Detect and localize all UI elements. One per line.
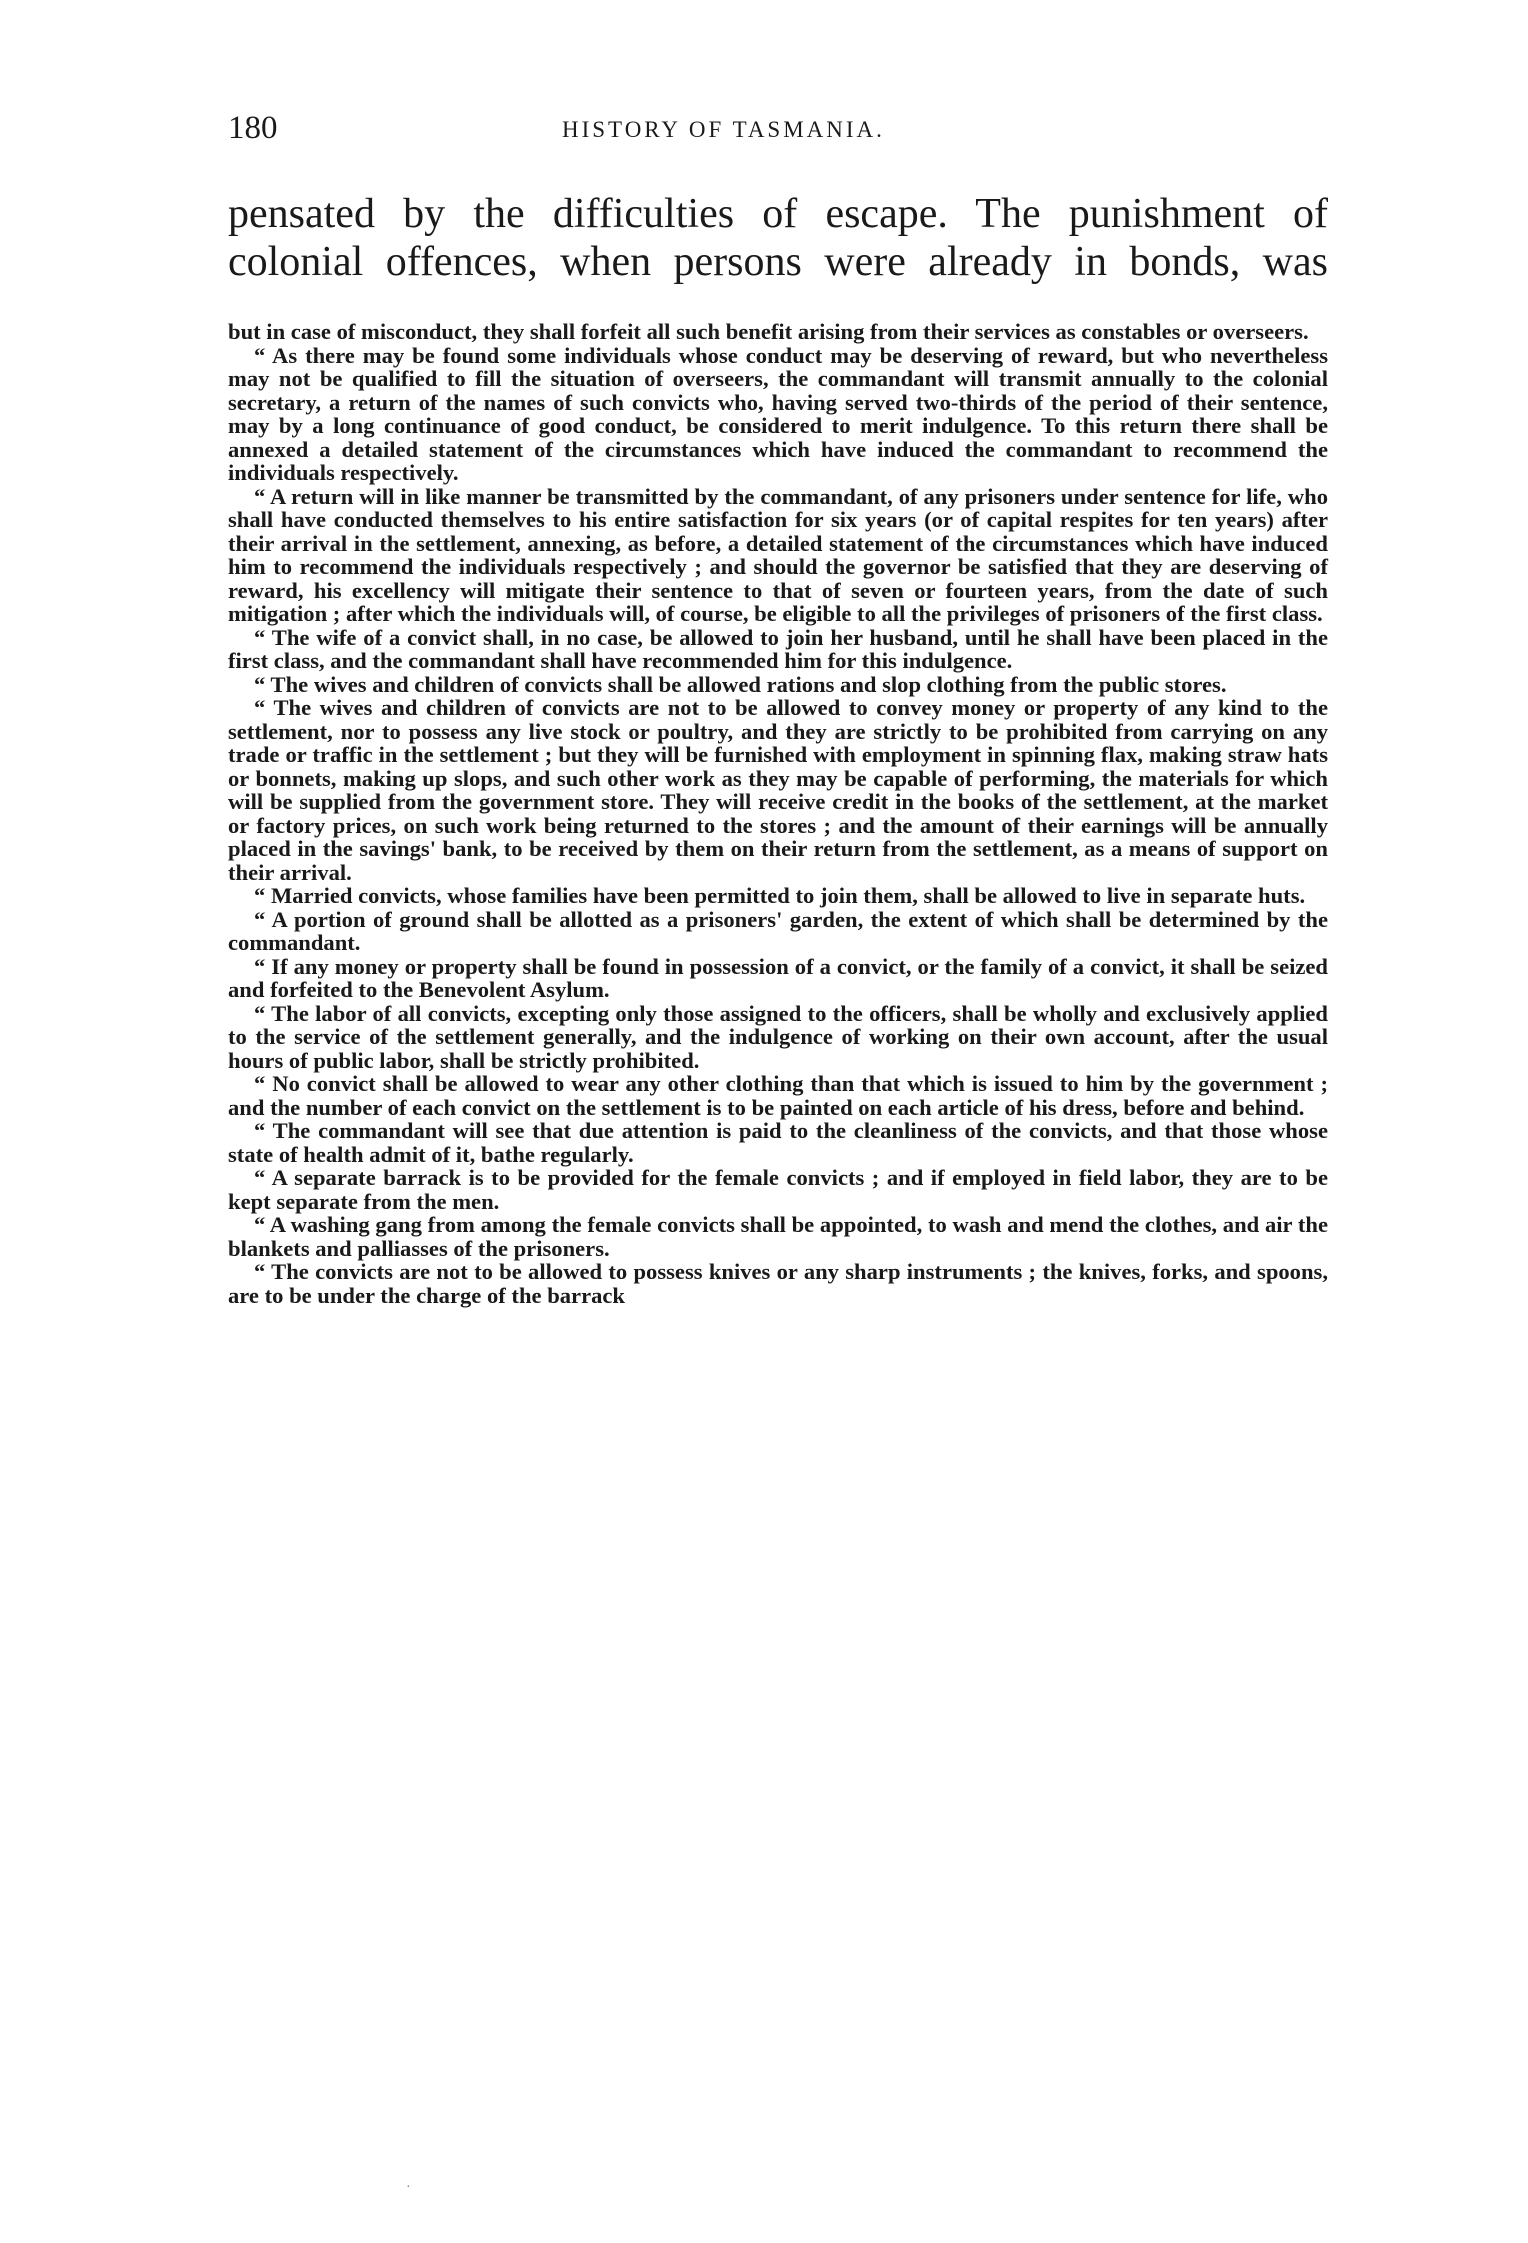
footnote-paragraph: “ No convict shall be allowed to wear any other clothing than that which is issued to him by the government ; and the number of each convict on the settlement is to be painted on each article of his dress, before and behind.	[228, 1071, 1328, 1120]
footnote-paragraph: “ Married convicts, whose families have been permitted to join them, shall be allowed to live in separate huts.	[254, 883, 1306, 908]
footnote-paragraph: “ A return will in like manner be transmitted by the commandant, of any prisoners under sentence for life, who shall have conducted themselves to his entire satisfaction for six years (or of capital respites for ten years) after their arrival in the settlement, annexing, as before, a detailed statement of the circumstances which have induced him to recommend the individuals respectively ; and should the governor be satisfied that they are deserving of reward, his excellency will mitigate their sentence to that of seven or fourteen years, from the date of such mitigation ; after which the individuals will, of course, be eligible to all the privileges of prisoners of the first class.	[228, 483, 1328, 626]
main-text	[228, 190, 1328, 286]
footnote-paragraph: “ The convicts are not to be allowed to possess knives or any sharp instruments ; the knives, forks, and spoons, are to be under the charge of the barrack	[228, 1259, 1328, 1308]
page-header	[228, 108, 1328, 148]
footnote-paragraph: “ If any money or property shall be found in possession of a convict, or the family of a convict, it shall be seized and forfeited to the Benevolent Asylum.	[228, 953, 1328, 1002]
main-text-line: colonial offences, when persons were already in bonds, was	[228, 239, 1328, 285]
footnote-block	[228, 320, 1328, 1307]
footnote-paragraph: “ The wives and children of convicts shall be allowed rations and slop clothing from the public stores.	[254, 671, 1227, 697]
footnote-paragraph: “ The wives and children of convicts are not to be allowed to convey money or property of any kind to the settlement, nor to possess any live stock or poultry, and they are strictly to be prohibited from carrying on any trade or traffic in the settlement ; but they will be furnished with employment in spinning flax, making straw hats or bonnets, making up slops, and such other work as they may be capable of performing, the materials for which will be supplied from the government store. They will receive credit in the books of the settlement, at the market or factory prices, on such work being returned to the stores ; and the amount of their earnings will be annually placed in the savings' bank, to be received by them on their return from the settlement, as a means of support on their arrival.	[228, 695, 1328, 885]
footnote-paragraph: “ A portion of ground shall be allotted as a prisoners' garden, the extent of which shall be determined by the commandant.	[228, 906, 1328, 955]
footnote-paragraph: “ A washing gang from among the female convicts shall be appointed, to wash and mend the clothes, and air the blankets and palliasses of the prisoners.	[228, 1212, 1328, 1261]
footnote-paragraph: “ A separate barrack is to be provided for the female convicts ; and if employed in field labor, they are to be kept separate from the men.	[228, 1165, 1328, 1214]
footnote-paragraph: “ The labor of all convicts, excepting only those assigned to the officers, shall be wholly and exclusively applied to the service of the settlement generally, and the indulgence of working on their own account, after the usual hours of public labor, shall be strictly prohibited.	[228, 1000, 1328, 1073]
print-speck: ·	[406, 2180, 411, 2195]
running-title: HISTORY OF TASMANIA.	[562, 117, 885, 142]
footnote-paragraph: “ The wife of a convict shall, in no case, be allowed to join her husband, until he shall have been placed in the first class, and the commandant shall have recommended him for this indulgence.	[228, 624, 1328, 673]
footnote-paragraph: but in case of misconduct, they shall forfeit all such benefit arising from their services as constables or overseers.	[228, 319, 1309, 344]
page-number: 180	[228, 110, 278, 146]
footnote-paragraph: “ As there may be found some individuals whose conduct may be deserving of reward, but who nevertheless may not be qualified to fill the situation of overseers, the commandant will transmit annually to the colonial secretary, a return of the names of such convicts who, having served two-thirds of the period of their sentence, may by a long continuance of good conduct, be considered to merit indulgence. To this return there shall be annexed a detailed statement of the circumstances which have induced the commandant to recommend the individuals respectively.	[228, 342, 1328, 485]
footnote-paragraph: “ The commandant will see that due attention is paid to the cleanliness of the convicts, and that those whose state of health admit of it, bathe regularly.	[228, 1118, 1328, 1167]
main-text-line: pensated by the difficulties of escape. The punishment of	[228, 191, 1328, 237]
